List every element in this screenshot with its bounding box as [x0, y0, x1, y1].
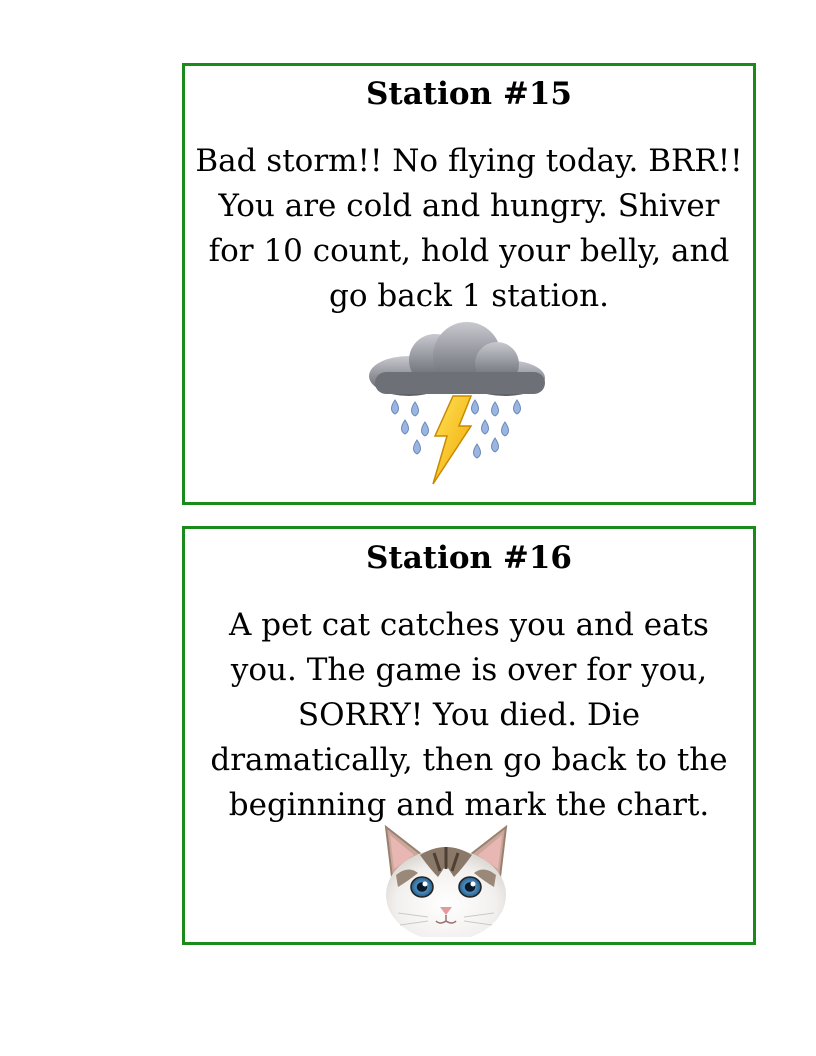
station-card-16 — [182, 526, 756, 945]
station-title: Station #15 — [365, 76, 572, 112]
station-card-15 — [182, 63, 756, 505]
station-title: Station #16 — [365, 540, 572, 576]
station-instructions: Bad storm!! No flying today. BRR!! You are cold and hungry. Shiver for 10 count, hold your belly, and go back 1 station. — [195, 143, 743, 314]
kitten-icon — [378, 825, 514, 937]
lightning-bolt — [433, 396, 471, 484]
storm-cloud-lightning-icon — [367, 320, 547, 486]
cloud-shape — [369, 322, 545, 396]
station-instructions: A pet cat catches you and eats you. The game is over for you, SORRY! You died. Die dramatically, then go back to the beginning and mark the chart. — [210, 607, 728, 823]
